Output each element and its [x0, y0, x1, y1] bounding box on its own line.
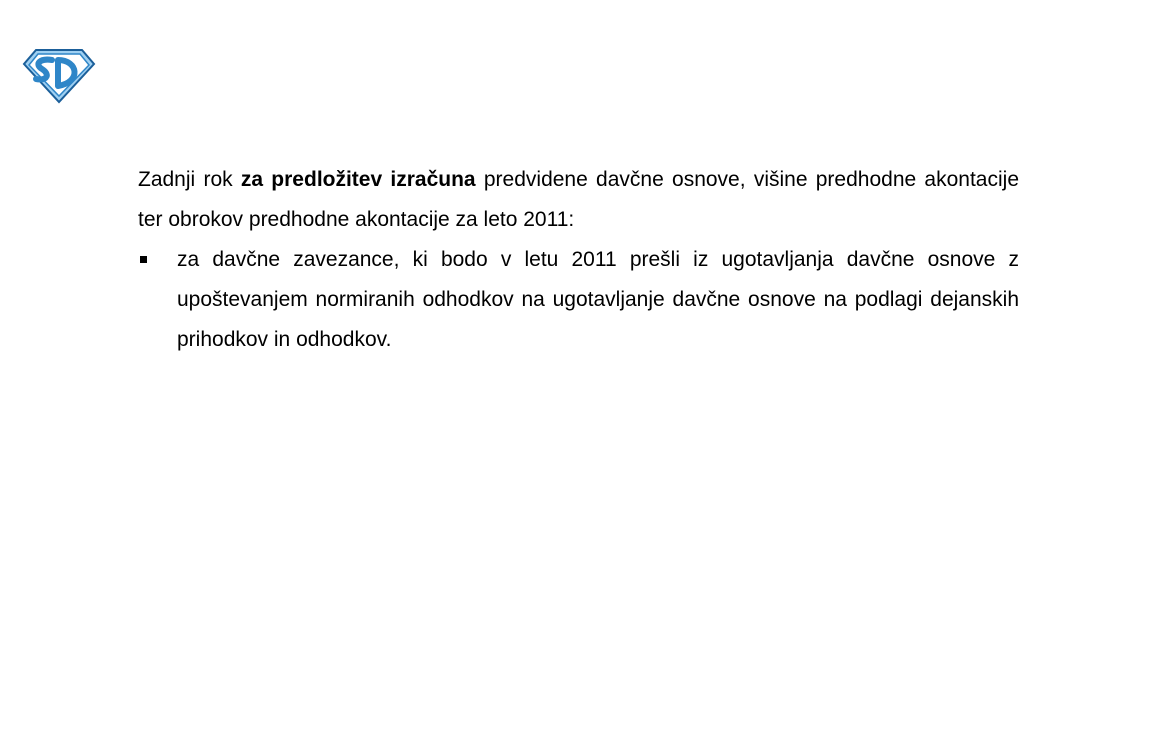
bullet-text: za davčne zavezance, ki bodo v letu 2011 prešli iz ugotavljanja davčne osnove z upoštevanjem normiranih odhodkov na ugotavljanje davčne osnove na podlagi dejanskih prihodkov in odhodkov.	[177, 248, 1019, 351]
company-logo	[22, 48, 96, 104]
logo-shield-icon	[22, 48, 96, 104]
intro-text-end: predvidene davčne osnove, višine predhodne akontacije ter obrokov predhodne akontacije za leto 2011:	[138, 168, 1019, 231]
bullet-list	[138, 240, 1019, 360]
square-bullet-icon	[140, 256, 147, 263]
document-body	[138, 160, 1019, 360]
intro-bold-phrase: za predložitev izračuna	[240, 168, 476, 191]
list-item	[138, 240, 1019, 360]
intro-paragraph	[138, 160, 1019, 240]
intro-text-start: Zadnji rok	[138, 168, 241, 191]
